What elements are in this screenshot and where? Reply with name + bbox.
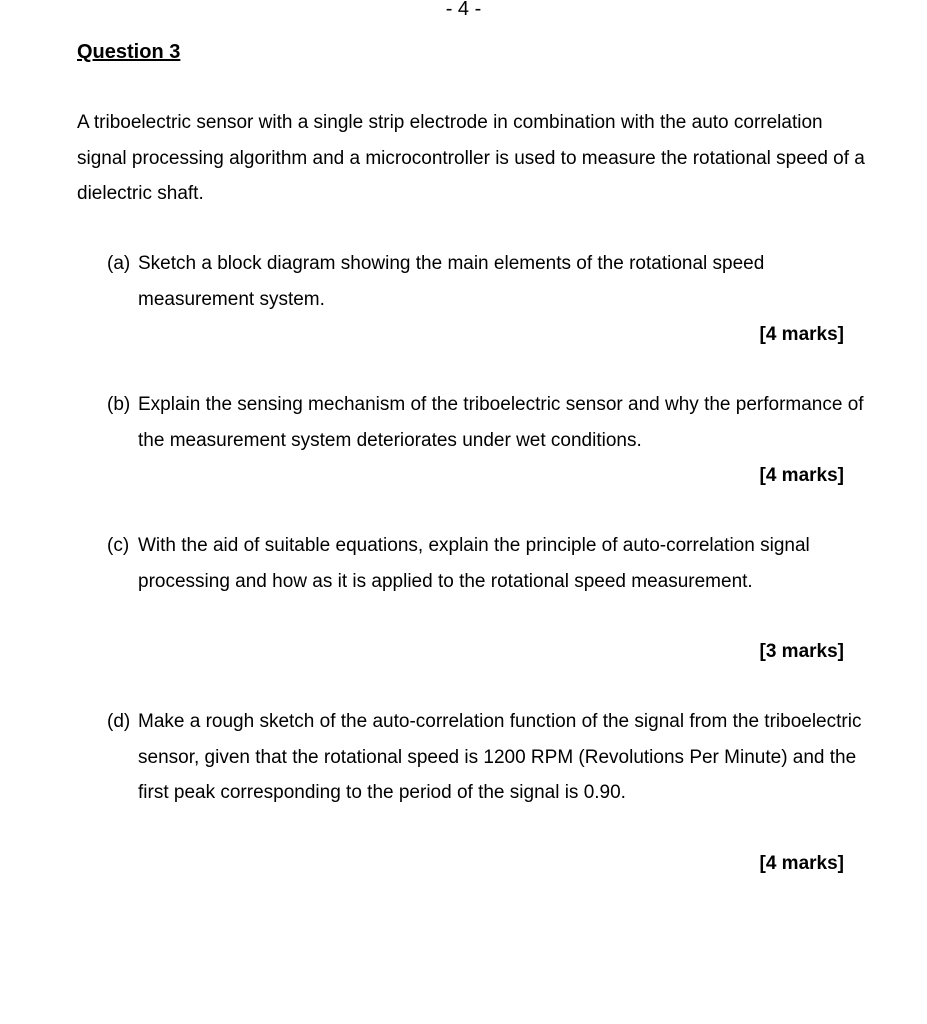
question-part-d (107, 704, 867, 811)
question-intro: A triboelectric sensor with a single strip electrode in combination with the auto correlation signal processing algorithm and a microcontroller is used to measure the rotational speed of a dielectric shaft. (77, 112, 865, 204)
question-part-a (107, 246, 867, 317)
part-text: Make a rough sketch of the auto-correlation function of the signal from the triboelectric sensor, given that the rotational speed is 1200 RPM (Revolutions Per Minute) and the first peak corresponding to the period of the signal is 0.90. (138, 711, 862, 803)
part-label: (d) (107, 711, 131, 732)
part-marks: [4 marks] (759, 465, 844, 486)
part-marks: [3 marks] (759, 641, 844, 662)
part-marks: [4 marks] (759, 853, 844, 874)
part-text: Explain the sensing mechanism of the triboelectric sensor and why the performance of the measurement system deteriorates under wet conditions. (138, 394, 864, 451)
part-label: (b) (107, 394, 131, 415)
question-part-b (107, 387, 867, 458)
part-marks: [4 marks] (759, 324, 844, 345)
part-label: (a) (107, 253, 131, 274)
part-text: Sketch a block diagram showing the main elements of the rotational speed measurement system. (138, 253, 765, 310)
part-text: With the aid of suitable equations, explain the principle of auto-correlation signal processing and how as it is applied to the rotational speed measurement. (138, 535, 810, 592)
question-part-c (107, 528, 867, 599)
question-title: Question 3 (77, 41, 181, 63)
page-number: - 4 - (445, 0, 482, 20)
part-label: (c) (107, 535, 130, 556)
